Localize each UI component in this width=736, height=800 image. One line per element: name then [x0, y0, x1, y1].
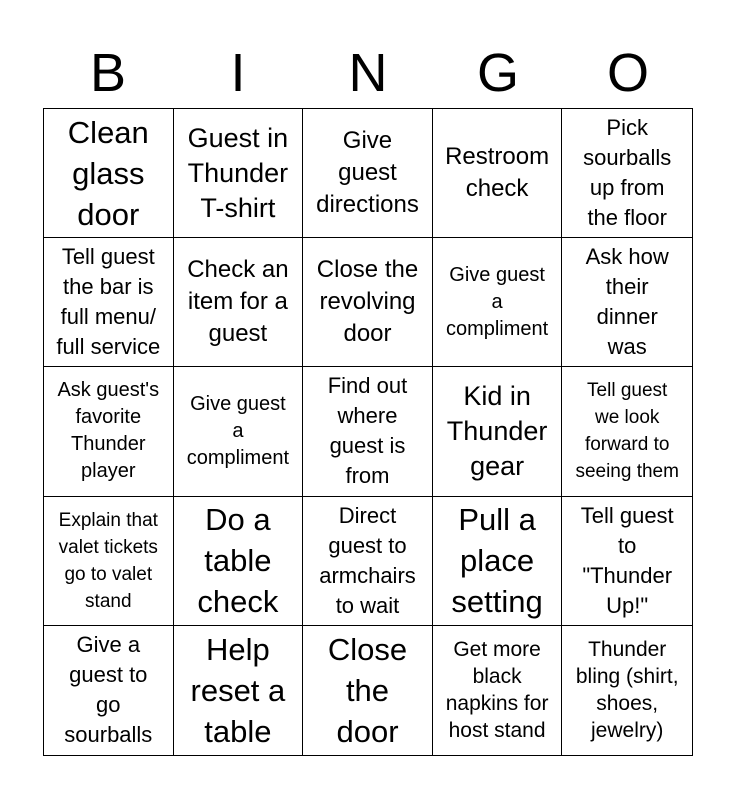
- cell-text: Close the door: [327, 631, 408, 749]
- cell-text: Thunder bling (shirt, shoes, jewelry): [575, 638, 679, 743]
- bingo-cell[interactable]: [44, 497, 174, 626]
- cell-text: Do a table check: [197, 502, 279, 620]
- bingo-header: [43, 40, 693, 106]
- bingo-cell[interactable]: [303, 367, 433, 496]
- cell-text: Ask how their dinner was: [585, 244, 669, 360]
- cell-text: Tell guest to "Thunder Up!": [580, 502, 674, 618]
- bingo-cell[interactable]: [562, 497, 692, 626]
- cell-text: Help reset a table: [190, 631, 286, 749]
- bingo-cell[interactable]: [562, 238, 692, 367]
- bingo-cell[interactable]: [433, 109, 563, 238]
- cell-text: Clean glass door: [67, 114, 149, 232]
- bingo-cell[interactable]: [303, 626, 433, 755]
- bingo-cell[interactable]: [433, 238, 563, 367]
- bingo-cell[interactable]: [44, 626, 174, 755]
- header-letter-b: B: [89, 43, 127, 103]
- bingo-cell[interactable]: [433, 367, 563, 496]
- cell-text: Ask guest's favorite Thunder player: [57, 379, 160, 483]
- header-letter-g: G: [476, 43, 519, 103]
- bingo-grid: [43, 108, 693, 756]
- bingo-cell[interactable]: [174, 109, 304, 238]
- bingo-cell[interactable]: [44, 367, 174, 496]
- bingo-cell[interactable]: [174, 626, 304, 755]
- cell-text: Direct guest to armchairs to wait: [319, 502, 416, 618]
- header-letter-i: I: [230, 43, 246, 103]
- bingo-cell[interactable]: [303, 238, 433, 367]
- bingo-cell[interactable]: [303, 497, 433, 626]
- cell-text: Tell guest we look forward to seeing them: [575, 380, 679, 483]
- cell-text: Find out where guest is from: [327, 373, 408, 489]
- cell-text: Guest in Thunder T-shirt: [187, 122, 289, 223]
- bingo-cell[interactable]: [174, 497, 304, 626]
- header-letter-o: O: [606, 43, 649, 103]
- cell-text: Tell guest the bar is full menu/ full service: [56, 244, 161, 360]
- cell-text: Pull a place setting: [451, 502, 543, 620]
- bingo-cell[interactable]: [174, 238, 304, 367]
- bingo-cell[interactable]: [433, 497, 563, 626]
- cell-text: Kid in Thunder gear: [446, 380, 548, 481]
- bingo-cell[interactable]: [44, 238, 174, 367]
- cell-text: Explain that valet tickets go to valet stand: [58, 509, 158, 612]
- bingo-cell[interactable]: [44, 109, 174, 238]
- cell-text: Check an item for a guest: [187, 256, 289, 348]
- cell-text: Give guest a compliment: [445, 263, 549, 340]
- cell-text: Give guest a compliment: [186, 392, 290, 469]
- bingo-cell[interactable]: [562, 626, 692, 755]
- bingo-cell[interactable]: [562, 109, 692, 238]
- bingo-cell[interactable]: [174, 367, 304, 496]
- bingo-cell[interactable]: [303, 109, 433, 238]
- header-letter-n: N: [348, 43, 388, 103]
- cell-text: Close the revolving door: [316, 256, 419, 348]
- bingo-cell[interactable]: [433, 626, 563, 755]
- cell-text: Pick sourballs up from the floor: [583, 115, 672, 231]
- cell-text: Get more black napkins for host stand: [445, 638, 549, 743]
- cell-text: Give guest directions: [316, 127, 419, 219]
- bingo-cell[interactable]: [562, 367, 692, 496]
- cell-text: Give a guest to go sourballs: [64, 632, 153, 748]
- cell-text: Restroom check: [445, 143, 550, 203]
